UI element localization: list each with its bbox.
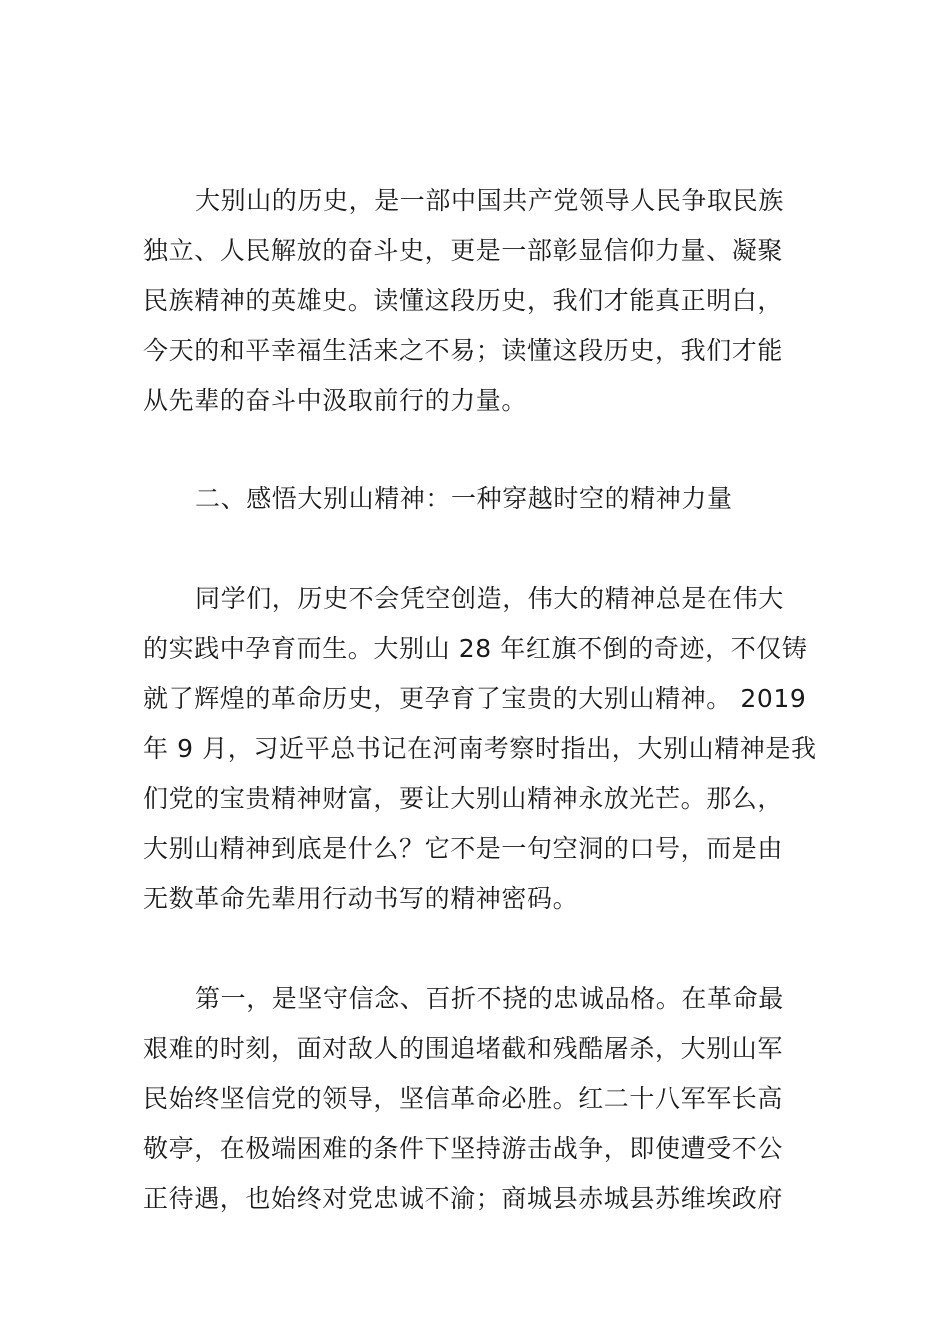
paragraph-line: 今天的和平幸福生活来之不易；读懂这段历史，我们才能 bbox=[143, 336, 784, 365]
paragraph-line: 大别山的历史，是一部中国共产党领导人民争取民族 bbox=[195, 186, 784, 215]
paragraph-line: 独立、人民解放的奋斗史，更是一部彰显信仰力量、凝聚 bbox=[143, 236, 784, 265]
paragraph-line: 就了辉煌的革命历史，更孕育了宝贵的大别山精神。 2019 bbox=[143, 684, 807, 713]
paragraph-line: 们党的宝贵精神财富，要让大别山精神永放光芒。那么， bbox=[143, 784, 784, 813]
paragraph-line: 年 9 月，习近平总书记在河南考察时指出，大别山精神是我 bbox=[143, 734, 817, 763]
paragraph-line: 正待遇，也始终对党忠诚不渝；商城县赤城县苏维埃政府 bbox=[143, 1184, 784, 1213]
paragraph-spirit-intro bbox=[143, 574, 817, 924]
paragraph-line: 民族精神的英雄史。读懂这段历史，我们才能真正明白， bbox=[143, 286, 784, 315]
paragraph-line: 第一，是坚守信念、百折不挠的忠诚品格。在革命最 bbox=[195, 984, 784, 1013]
paragraph-line: 从先辈的奋斗中汲取前行的力量。 bbox=[143, 386, 528, 415]
paragraph-history bbox=[143, 176, 813, 426]
paragraph-line: 艰难的时刻，面对敌人的围追堵截和残酷屠杀，大别山军 bbox=[143, 1034, 784, 1063]
paragraph-line: 大别山精神到底是什么？它不是一句空洞的口号，而是由 bbox=[143, 834, 784, 863]
paragraph-line: 民始终坚信党的领导，坚信革命必胜。红二十八军军长高 bbox=[143, 1084, 784, 1113]
section-heading bbox=[143, 474, 813, 524]
paragraph-first-point bbox=[143, 974, 813, 1224]
paragraph-line: 无数革命先辈用行动书写的精神密码。 bbox=[143, 884, 579, 913]
paragraph-line: 敬亭，在极端困难的条件下坚持游击战争，即使遭受不公 bbox=[143, 1134, 784, 1163]
paragraph-line: 的实践中孕育而生。大别山 28 年红旗不倒的奇迹，不仅铸 bbox=[143, 634, 808, 663]
section-heading-text: 二、感悟大别山精神：一种穿越时空的精神力量 bbox=[195, 484, 733, 513]
paragraph-line: 同学们，历史不会凭空创造，伟大的精神总是在伟大 bbox=[195, 584, 784, 613]
